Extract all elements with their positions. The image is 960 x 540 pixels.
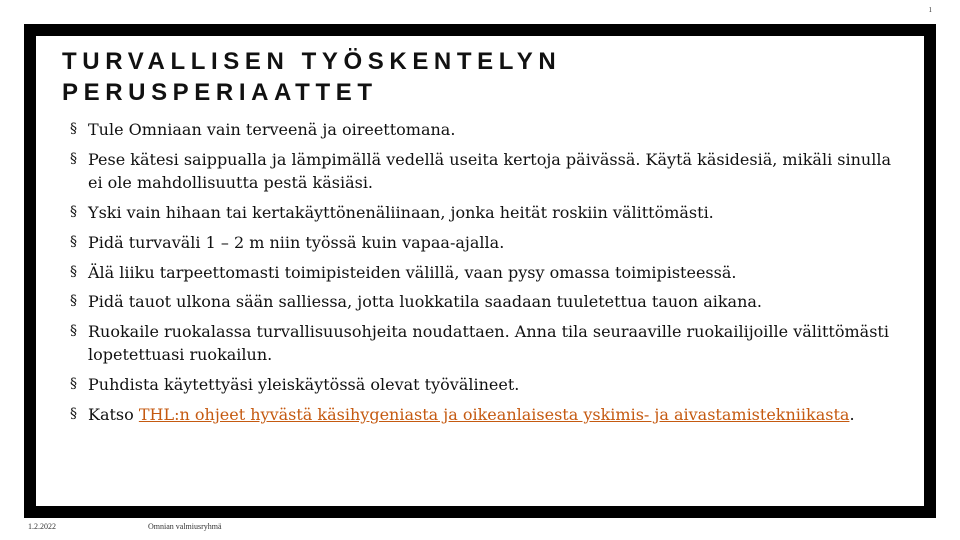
slide-title-line-2: PERUSPERIAATTET — [62, 79, 378, 106]
bullet-item: § Älä liiku tarpeettomasti toimipisteiden välillä, vaan pysy omassa toimipisteessä. — [70, 261, 900, 284]
slide-title-line-1: TURVALLISEN TYÖSKENTELYN — [62, 48, 562, 75]
footer-text: Omnian valmiusryhmä — [148, 522, 222, 531]
bullet-item: § Pidä tauot ulkona sään salliessa, jotta luokkatila saadaan tuuletettua tauon aikana. — [70, 290, 900, 313]
bullet-item: § Pese kätesi saippualla ja lämpimällä vedellä useita kertoja päivässä. Käytä käsidesiä, mikäli sinulla ei ole mahdollisuutta pestä käsiäsi. — [70, 148, 900, 194]
bullet-link-suffix: . — [849, 405, 855, 425]
slide-content — [36, 36, 924, 506]
footer-date: 1.2.2022 — [28, 522, 56, 531]
bullet-link-prefix: Katso — [88, 405, 139, 425]
thl-guidelines-link[interactable]: THL:n ohjeet hyvästä käsihygeniasta ja oikeanlaisesta yskimis- ja aivastamistekniikasta — [138, 405, 850, 425]
page-number: 1 — [928, 6, 932, 14]
bullet-item: § Puhdista käytettyäsi yleiskäytössä olevat työvälineet. — [70, 373, 900, 396]
bullet-item: § Ruokaile ruokalassa turvallisuusohjeita noudattaen. Anna tila seuraaville ruokailijoille välittömästi lopetettuasi ruokailun. — [70, 320, 900, 366]
bullet-item: § Pidä turvaväli 1 – 2 m niin työssä kuin vapaa-ajalla. — [70, 231, 900, 254]
bullet-item: § Yski vain hihaan tai kertakäyttönenäliinaan, jonka heität roskiin välittömästi. — [70, 201, 900, 224]
slide-title — [62, 46, 561, 108]
bullet-item-link — [70, 403, 900, 426]
bullet-list — [70, 118, 900, 433]
bullet-item: § Tule Omniaan vain terveenä ja oireettomana. — [70, 118, 900, 141]
